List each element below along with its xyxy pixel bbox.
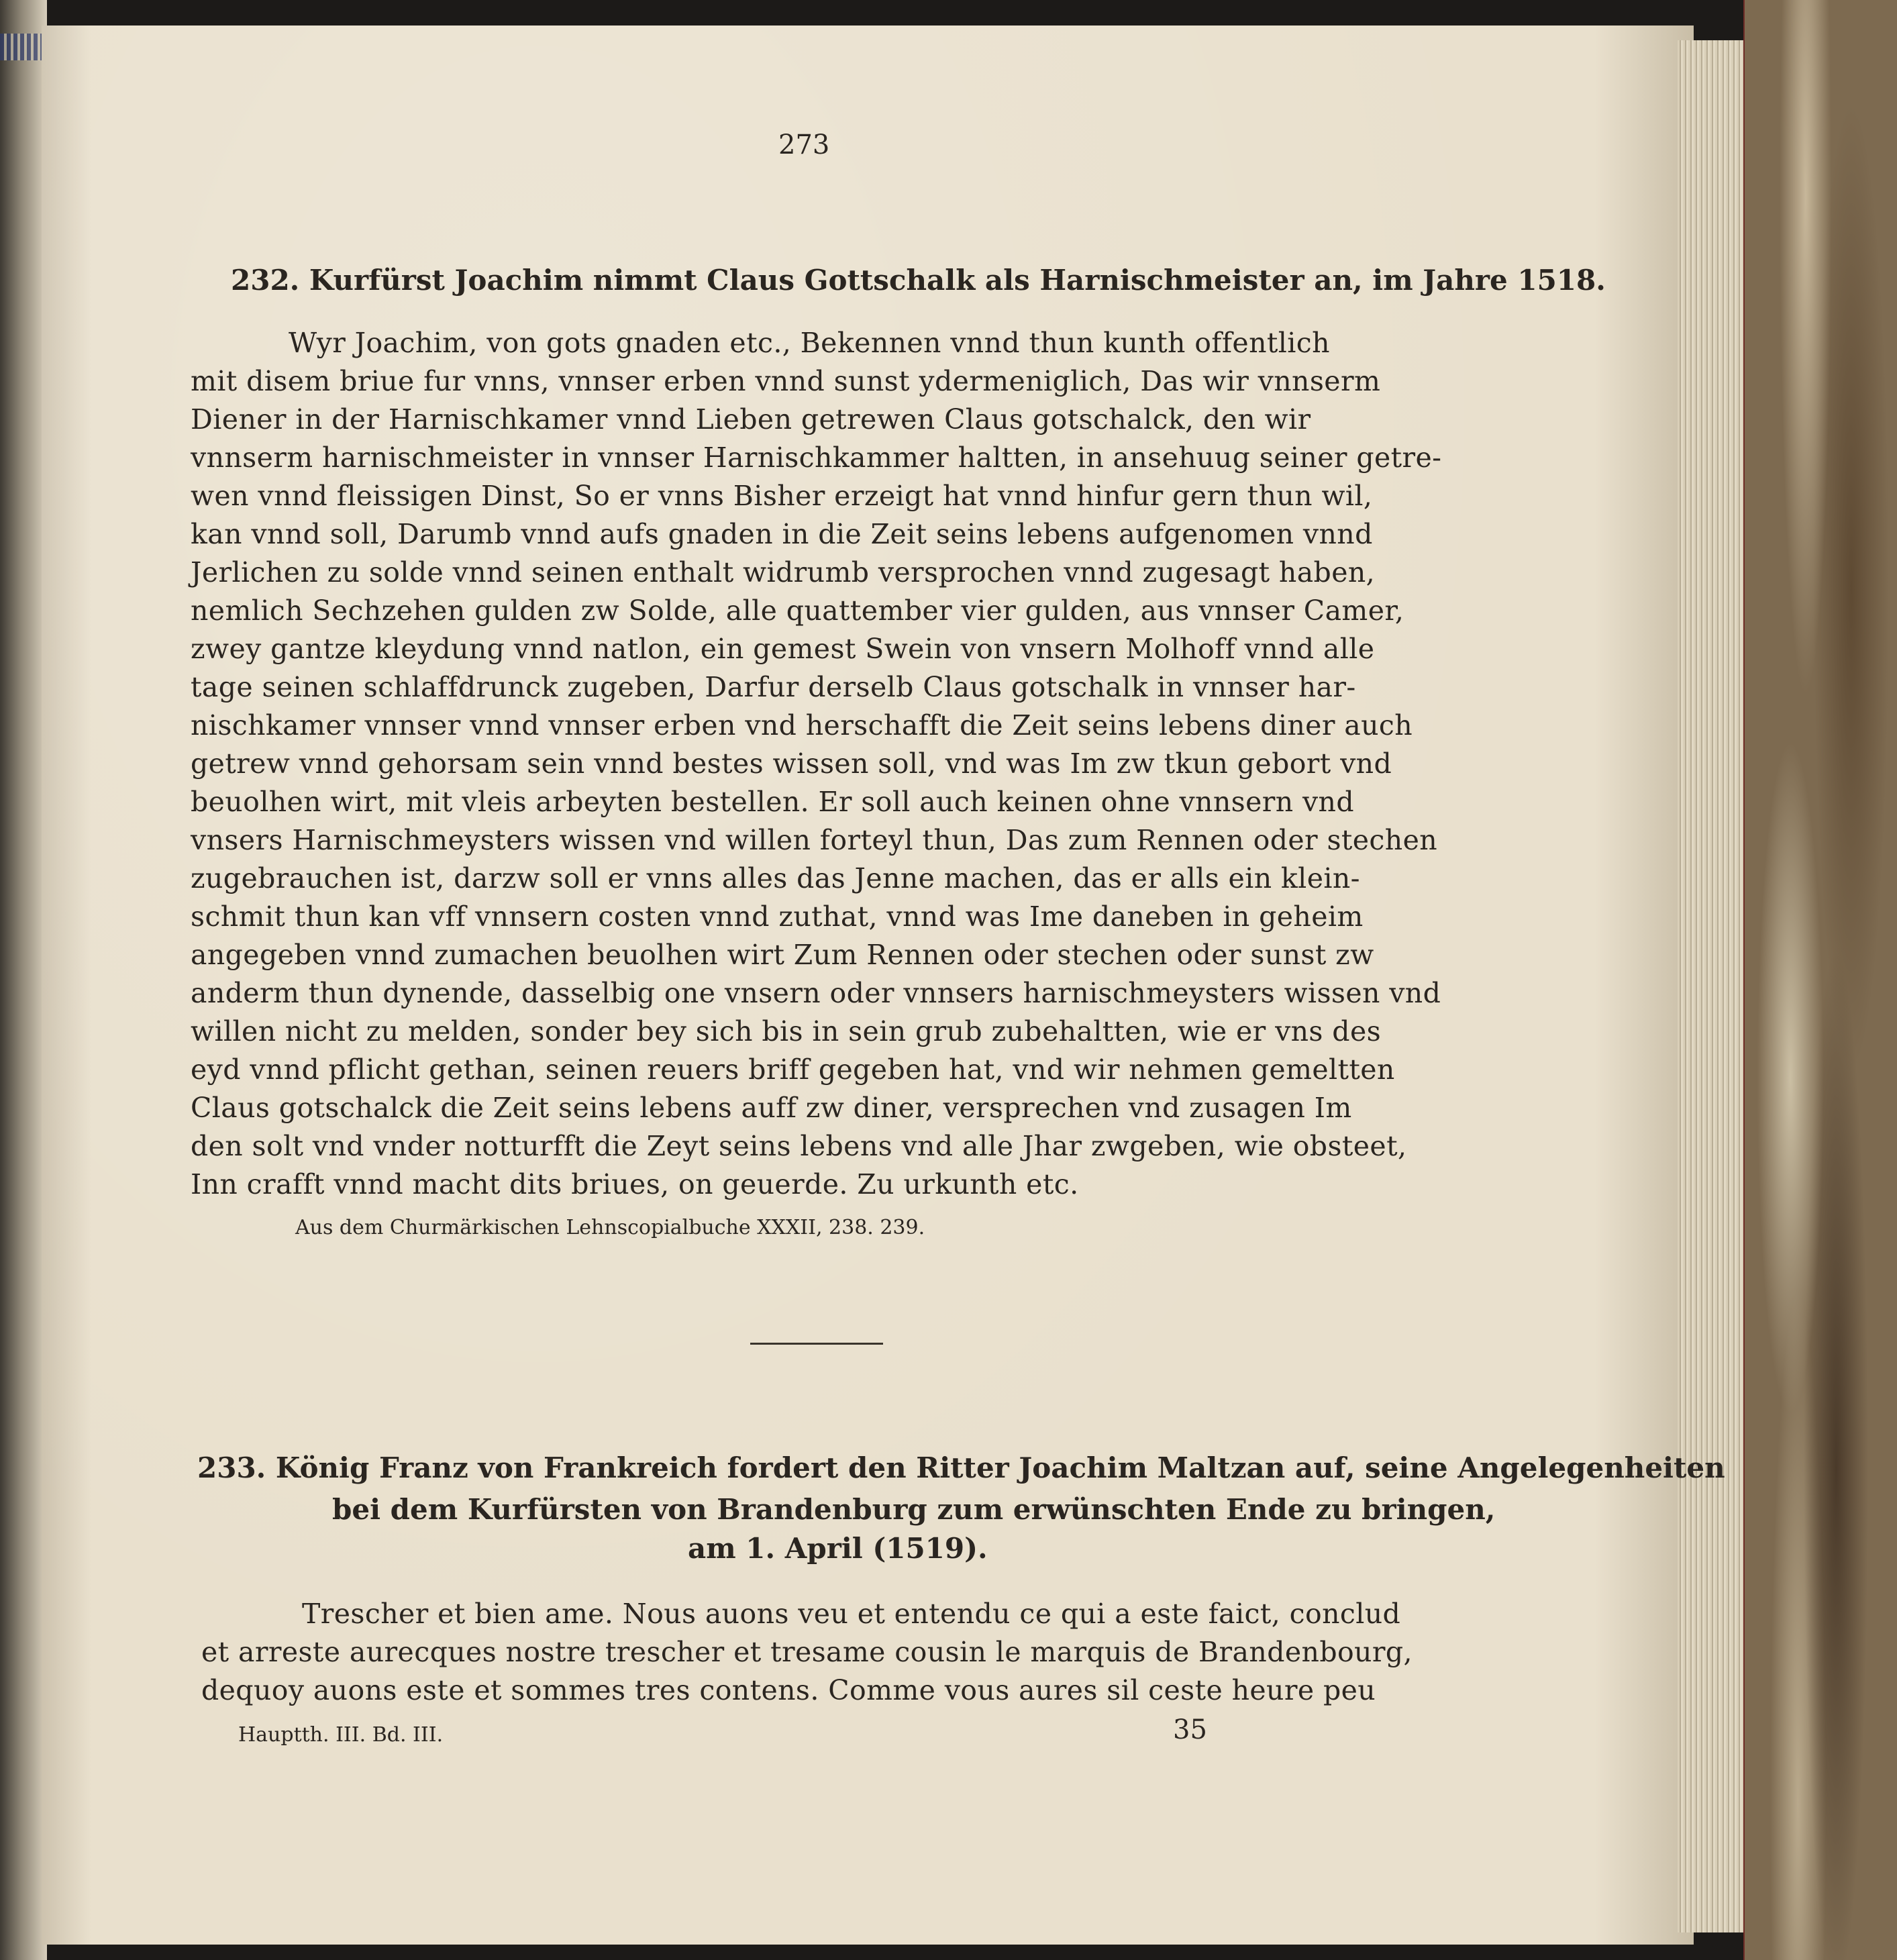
section-divider — [750, 1343, 883, 1345]
text-line: anderm thun dynende, dasselbig one vnsern oder vnnsers harnischmeysters wissen vnd — [191, 977, 1441, 1009]
text-line: eyd vnnd pflicht gethan, seinen reuers briff gegeben hat, vnd wir nehmen gemeltten — [191, 1053, 1395, 1086]
section-233-heading-line: 233. König Franz von Frankreich fordert den Ritter Joachim Maltzan auf, seine Angelegenheiten — [197, 1451, 1725, 1484]
text-line: schmit thun kan vff vnnsern costen vnnd zuthat, vnnd was Ime daneben in geheim — [191, 900, 1364, 933]
section-233-heading-line: am 1. April (1519). — [688, 1532, 988, 1565]
marbled-cover — [1745, 0, 1897, 1960]
text-line: wen vnnd fleissigen Dinst, So er vnns Bisher erzeigt hat vnnd hinfur gern thun wil, — [191, 480, 1373, 512]
footer-sheet-number: 35 — [1173, 1714, 1207, 1745]
text-line: nemlich Sechzehen gulden zw Solde, alle quattember vier gulden, aus vnnser Camer, — [191, 595, 1404, 627]
text-line: tage seinen schlaffdrunck zugeben, Darfur derselb Claus gotschalk in vnnser har- — [191, 671, 1356, 703]
text-line: vnsers Harnischmeysters wissen vnd willen forteyl thun, Das zum Rennen oder stechen — [191, 824, 1438, 856]
text-line: den solt vnd vnder notturfft die Zeyt seins lebens vnd alle Jhar zwgeben, wie obsteet, — [191, 1130, 1407, 1162]
section-232-heading: 232. Kurfürst Joachim nimmt Claus Gottschalk als Harnischmeister an, im Jahre 1518. — [231, 264, 1606, 297]
text-line: vnnserm harnischmeister in vnnser Harnischkammer haltten, in ansehuug seiner getre- — [191, 442, 1442, 474]
text-line: et arreste aurecques nostre trescher et tresame cousin le marquis de Brandenbourg, — [201, 1636, 1413, 1668]
text-line: Trescher et bien ame. Nous auons veu et entendu ce qui a este faict, conclud — [302, 1598, 1401, 1630]
text-line: Wyr Joachim, von gots gnaden etc., Bekennen vnnd thun kunth offentlich — [289, 327, 1330, 359]
text-line: zugebrauchen ist, darzw soll er vnns alles das Jenne machen, das er alls ein klein- — [191, 862, 1360, 894]
text-line: nischkamer vnnser vnnd vnnser erben vnd herschafft die Zeit seins lebens diner auch — [191, 709, 1413, 741]
text-line: Jerlichen zu solde vnnd seinen enthalt widrumb versprochen vnnd zugesagt haben, — [191, 556, 1376, 588]
footer-volume: Hauptth. III. Bd. III. — [238, 1723, 444, 1747]
page-number: 273 — [778, 130, 830, 160]
section-233-heading-line: bei dem Kurfürsten von Brandenburg zum erwünschten Ende zu bringen, — [332, 1493, 1496, 1526]
binding-strip — [0, 34, 47, 60]
text-line: dequoy auons este et sommes tres contens. Comme vous aures sil ceste heure peu — [201, 1674, 1376, 1706]
text-line: willen nicht zu melden, sonder bey sich bis in sein grub zubehaltten, wie er vns des — [191, 1015, 1382, 1047]
text-line: Diener in der Harnischkamer vnnd Lieben getrewen Claus gotschalck, den wir — [191, 403, 1311, 435]
text-line: angegeben vnnd zumachen beuolhen wirt Zum Rennen oder stechen oder sunst zw — [191, 939, 1374, 971]
text-line: Inn crafft vnnd macht dits briues, on geuerde. Zu urkunth etc. — [191, 1168, 1079, 1200]
text-line: Claus gotschalck die Zeit seins lebens auff zw diner, versprechen vnd zusagen Im — [191, 1092, 1352, 1124]
text-line: getrew vnnd gehorsam sein vnnd bestes wissen soll, vnd was Im zw tkun gebort vnd — [191, 747, 1392, 780]
text-line: mit disem briue fur vnns, vnnser erben vnnd sunst ydermeniglich, Das wir vnnserm — [191, 365, 1381, 397]
source-note: Aus dem Churmärkischen Lehnscopialbuche XXXII, 238. 239. — [295, 1216, 925, 1239]
text-line: zwey gantze kleydung vnnd natlon, ein gemest Swein von vnsern Molhoff vnnd alle — [191, 633, 1375, 665]
previous-page-edge — [0, 0, 47, 1960]
text-line: beuolhen wirt, mit vleis arbeyten bestellen. Er soll auch keinen ohne vnnsern vnd — [191, 786, 1354, 818]
text-line: kan vnnd soll, Darumb vnnd aufs gnaden in die Zeit seins lebens aufgenomen vnnd — [191, 518, 1373, 550]
page-edges — [1678, 40, 1745, 1932]
